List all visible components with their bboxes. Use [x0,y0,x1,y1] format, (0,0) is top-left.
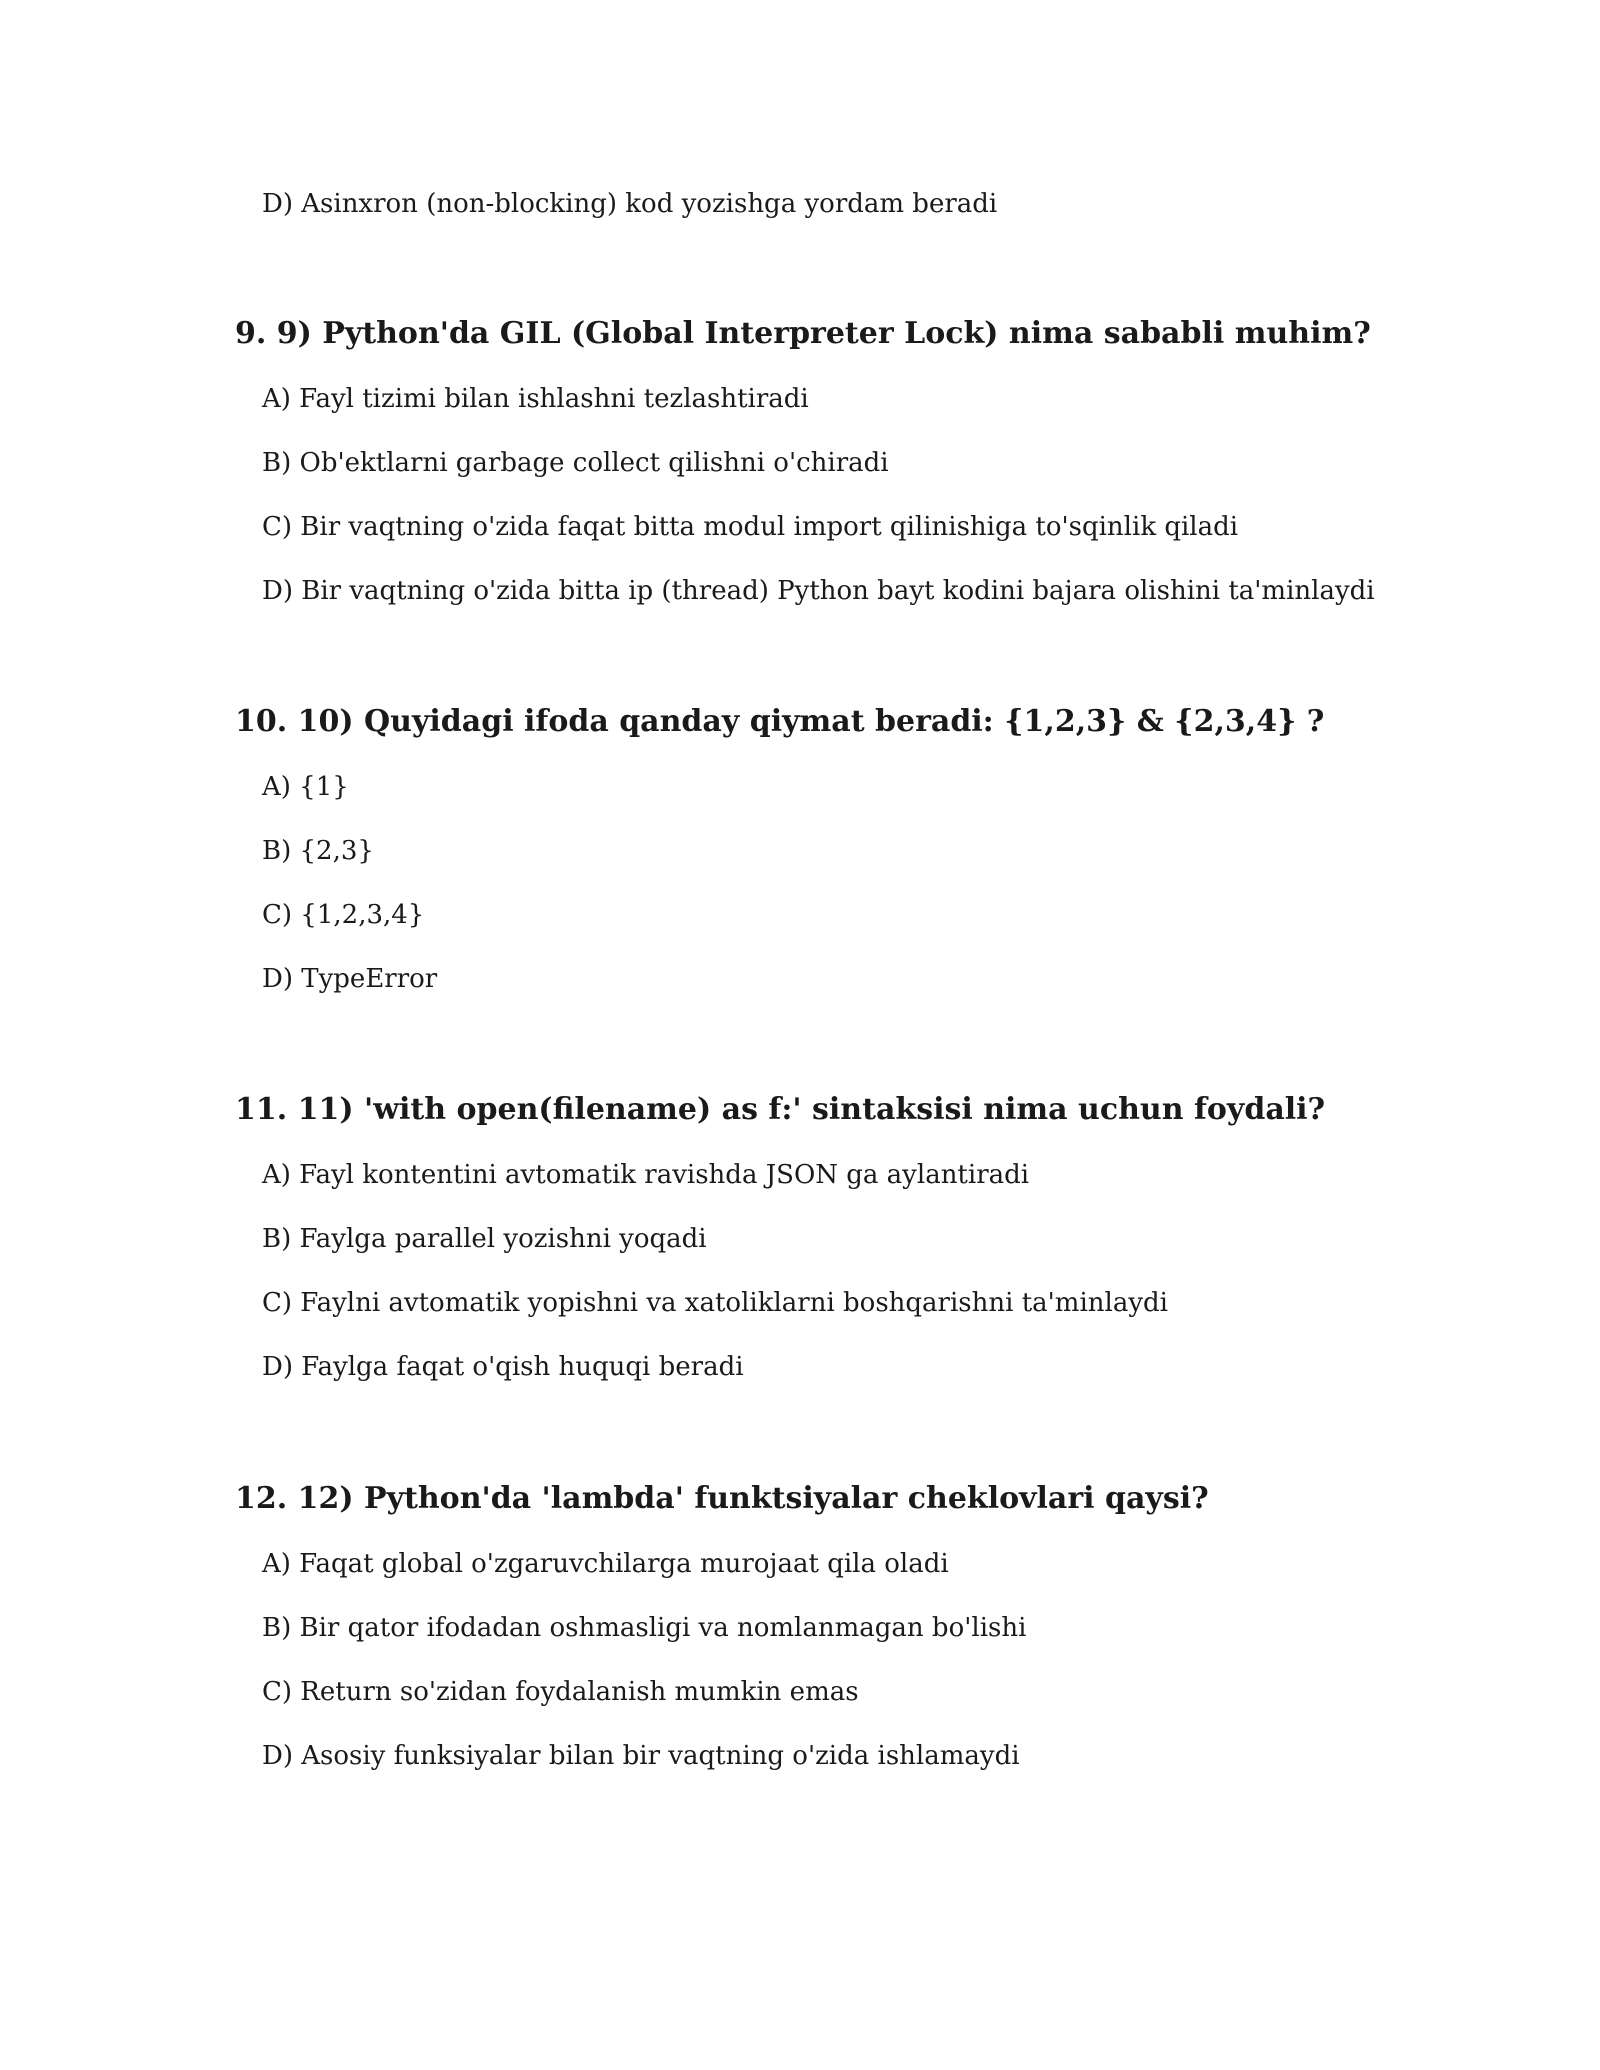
option-9d: D) Bir vaqtning o'zida bitta ip (thread) Python bayt kodini bajara olishini ta'minlaydi [262,576,1375,606]
option-11c: C) Faylni avtomatik yopishni va xatoliklarni boshqarishni ta'minlaydi [262,1288,1168,1318]
option-10d: D) TypeError [262,964,438,994]
question-10-title: 10. 10) Quyidagi ifoda qanday qiymat beradi: {1,2,3} & {2,3,4} ? [235,704,1325,739]
option-9c: C) Bir vaqtning o'zida faqat bitta modul import qilinishiga to'sqinlik qiladi [262,512,1239,542]
option-12c: C) Return so'zidan foydalanish mumkin emas [262,1677,859,1707]
question-12-title: 12. 12) Python'da 'lambda' funktsiyalar cheklovlari qaysi? [235,1481,1209,1516]
option-10c: C) {1,2,3,4} [262,900,425,930]
option-11b: B) Faylga parallel yozishni yoqadi [262,1224,707,1254]
option-9b: B) Ob'ektlarni garbage collect qilishni o'chiradi [262,448,889,478]
option-12d: D) Asosiy funksiyalar bilan bir vaqtning o'zida ishlamaydi [262,1741,1020,1771]
option-9a: A) Fayl tizimi bilan ishlashni tezlashtiradi [262,384,809,414]
option-11a: A) Fayl kontentini avtomatik ravishda JSON ga aylantiradi [262,1160,1030,1190]
option-8d: D) Asinxron (non-blocking) kod yozishga yordam beradi [262,189,998,219]
option-10a: A) {1} [262,772,349,802]
question-11-title: 11. 11) 'with open(filename) as f:' sintaksisi nima uchun foydali? [235,1092,1326,1127]
option-12b: B) Bir qator ifodadan oshmasligi va nomlanmagan bo'lishi [262,1613,1027,1643]
option-10b: B) {2,3} [262,836,374,866]
option-12a: A) Faqat global o'zgaruvchilarga murojaat qila oladi [262,1549,949,1579]
option-11d: D) Faylga faqat o'qish huquqi beradi [262,1352,744,1382]
question-9-title: 9. 9) Python'da GIL (Global Interpreter Lock) nima sababli muhim? [235,316,1371,351]
